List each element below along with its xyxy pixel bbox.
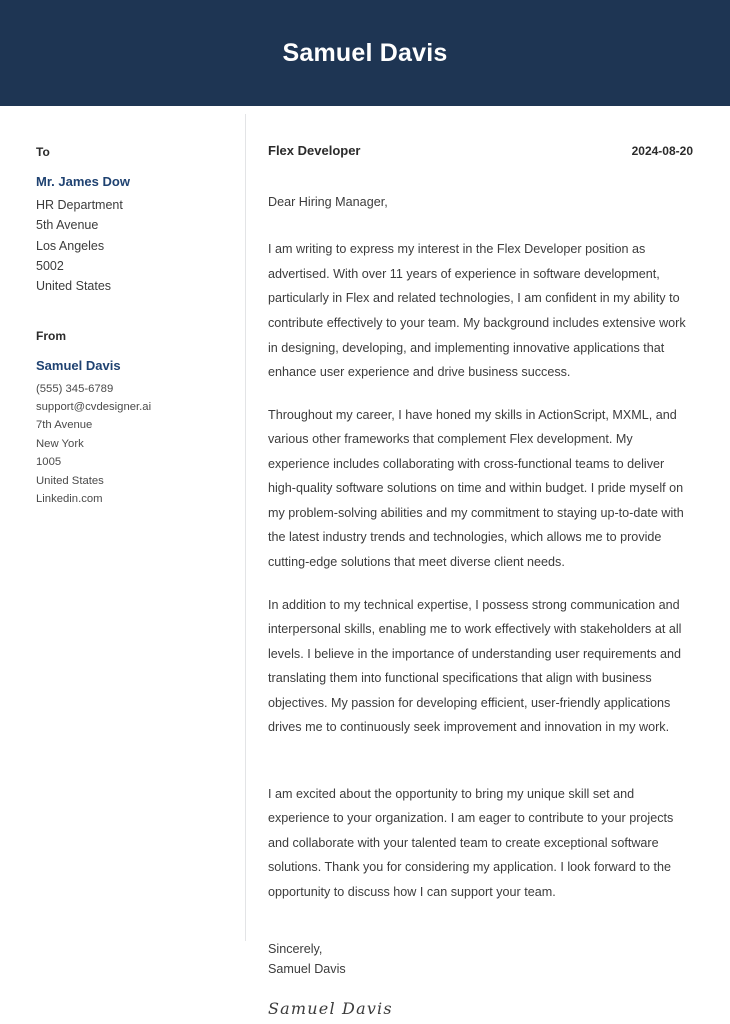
sender-website: Linkedin.com [36, 492, 103, 505]
letter-meta-row [268, 144, 693, 157]
address-sidebar [0, 106, 241, 508]
sender-email: support@cvdesigner.ai [36, 400, 152, 413]
signature: Samuel Davis [268, 999, 393, 1019]
letter-content [241, 106, 730, 1017]
from-block [36, 330, 241, 508]
letter-paragraph: I am writing to express my interest in the Flex Developer position as advertised. With over 11 years of experience in software development, particularly in Flex and related technologies, I am confident in my ability to contribute effectively to your team. My background includes extensive work in designing, developing, and implementing innovative applications that enhance user experience and drive business success. [268, 242, 686, 380]
column-divider [245, 114, 246, 941]
to-label: To [36, 145, 50, 159]
job-title: Flex Developer [268, 143, 361, 158]
to-address-line: HR Department [36, 198, 123, 213]
letter-paragraph: Throughout my career, I have honed my skills in ActionScript, MXML, and various other frameworks that complement Flex development. My experience includes collaborating with cross-functional teams to deliver high-quality software solutions on time and within budget. I pride myself on my problem-solving abilities and my commitment to staying up-to-date with the latest industry trends and technologies, which allows me to provide cutting-edge solutions that meet diverse client needs. [268, 407, 684, 569]
salutation: Dear Hiring Manager, [268, 195, 388, 209]
to-block [36, 146, 241, 296]
to-address-line: 5002 [36, 258, 64, 273]
to-address-line: Los Angeles [36, 238, 105, 253]
closing-name: Samuel Davis [268, 961, 346, 976]
sender-phone: (555) 345-6789 [36, 382, 114, 395]
page-title: Samuel Davis [282, 38, 448, 67]
sender-name: Samuel Davis [36, 358, 121, 374]
from-address-line: 1005 [36, 456, 62, 469]
to-address-line: United States [36, 279, 112, 294]
from-label: From [36, 329, 66, 344]
letter-body [0, 106, 730, 1017]
letter-paragraph: In addition to my technical expertise, I possess strong communication and interpersonal skills, enabling me to work effectively with stakeholders at all levels. I believe in the importance of understanding user requirements and translating them into functional specifications that align with business objectives. My passion for developing efficient, user-friendly applications drives me to continuously seek improvement and innovation in my work. [268, 597, 682, 735]
from-address-line: 7th Avenue [36, 419, 93, 432]
from-address-line: New York [36, 437, 84, 450]
from-address-line: United States [36, 474, 104, 487]
header-banner [0, 0, 730, 106]
letter-date: 2024-08-20 [631, 144, 693, 158]
recipient-name: Mr. James Dow [36, 174, 130, 189]
to-address-line: 5th Avenue [36, 218, 99, 233]
letter-paragraph: I am excited about the opportunity to bring my unique skill set and experience to your organization. I am eager to contribute to your projects and collaborate with your talented team to create exceptional software solutions. Thank you for considering my application. I look forward to the opportunity to discuss how I can support your team. [268, 786, 674, 899]
closing-word: Sincerely, [268, 941, 323, 956]
closing-block [268, 939, 693, 980]
